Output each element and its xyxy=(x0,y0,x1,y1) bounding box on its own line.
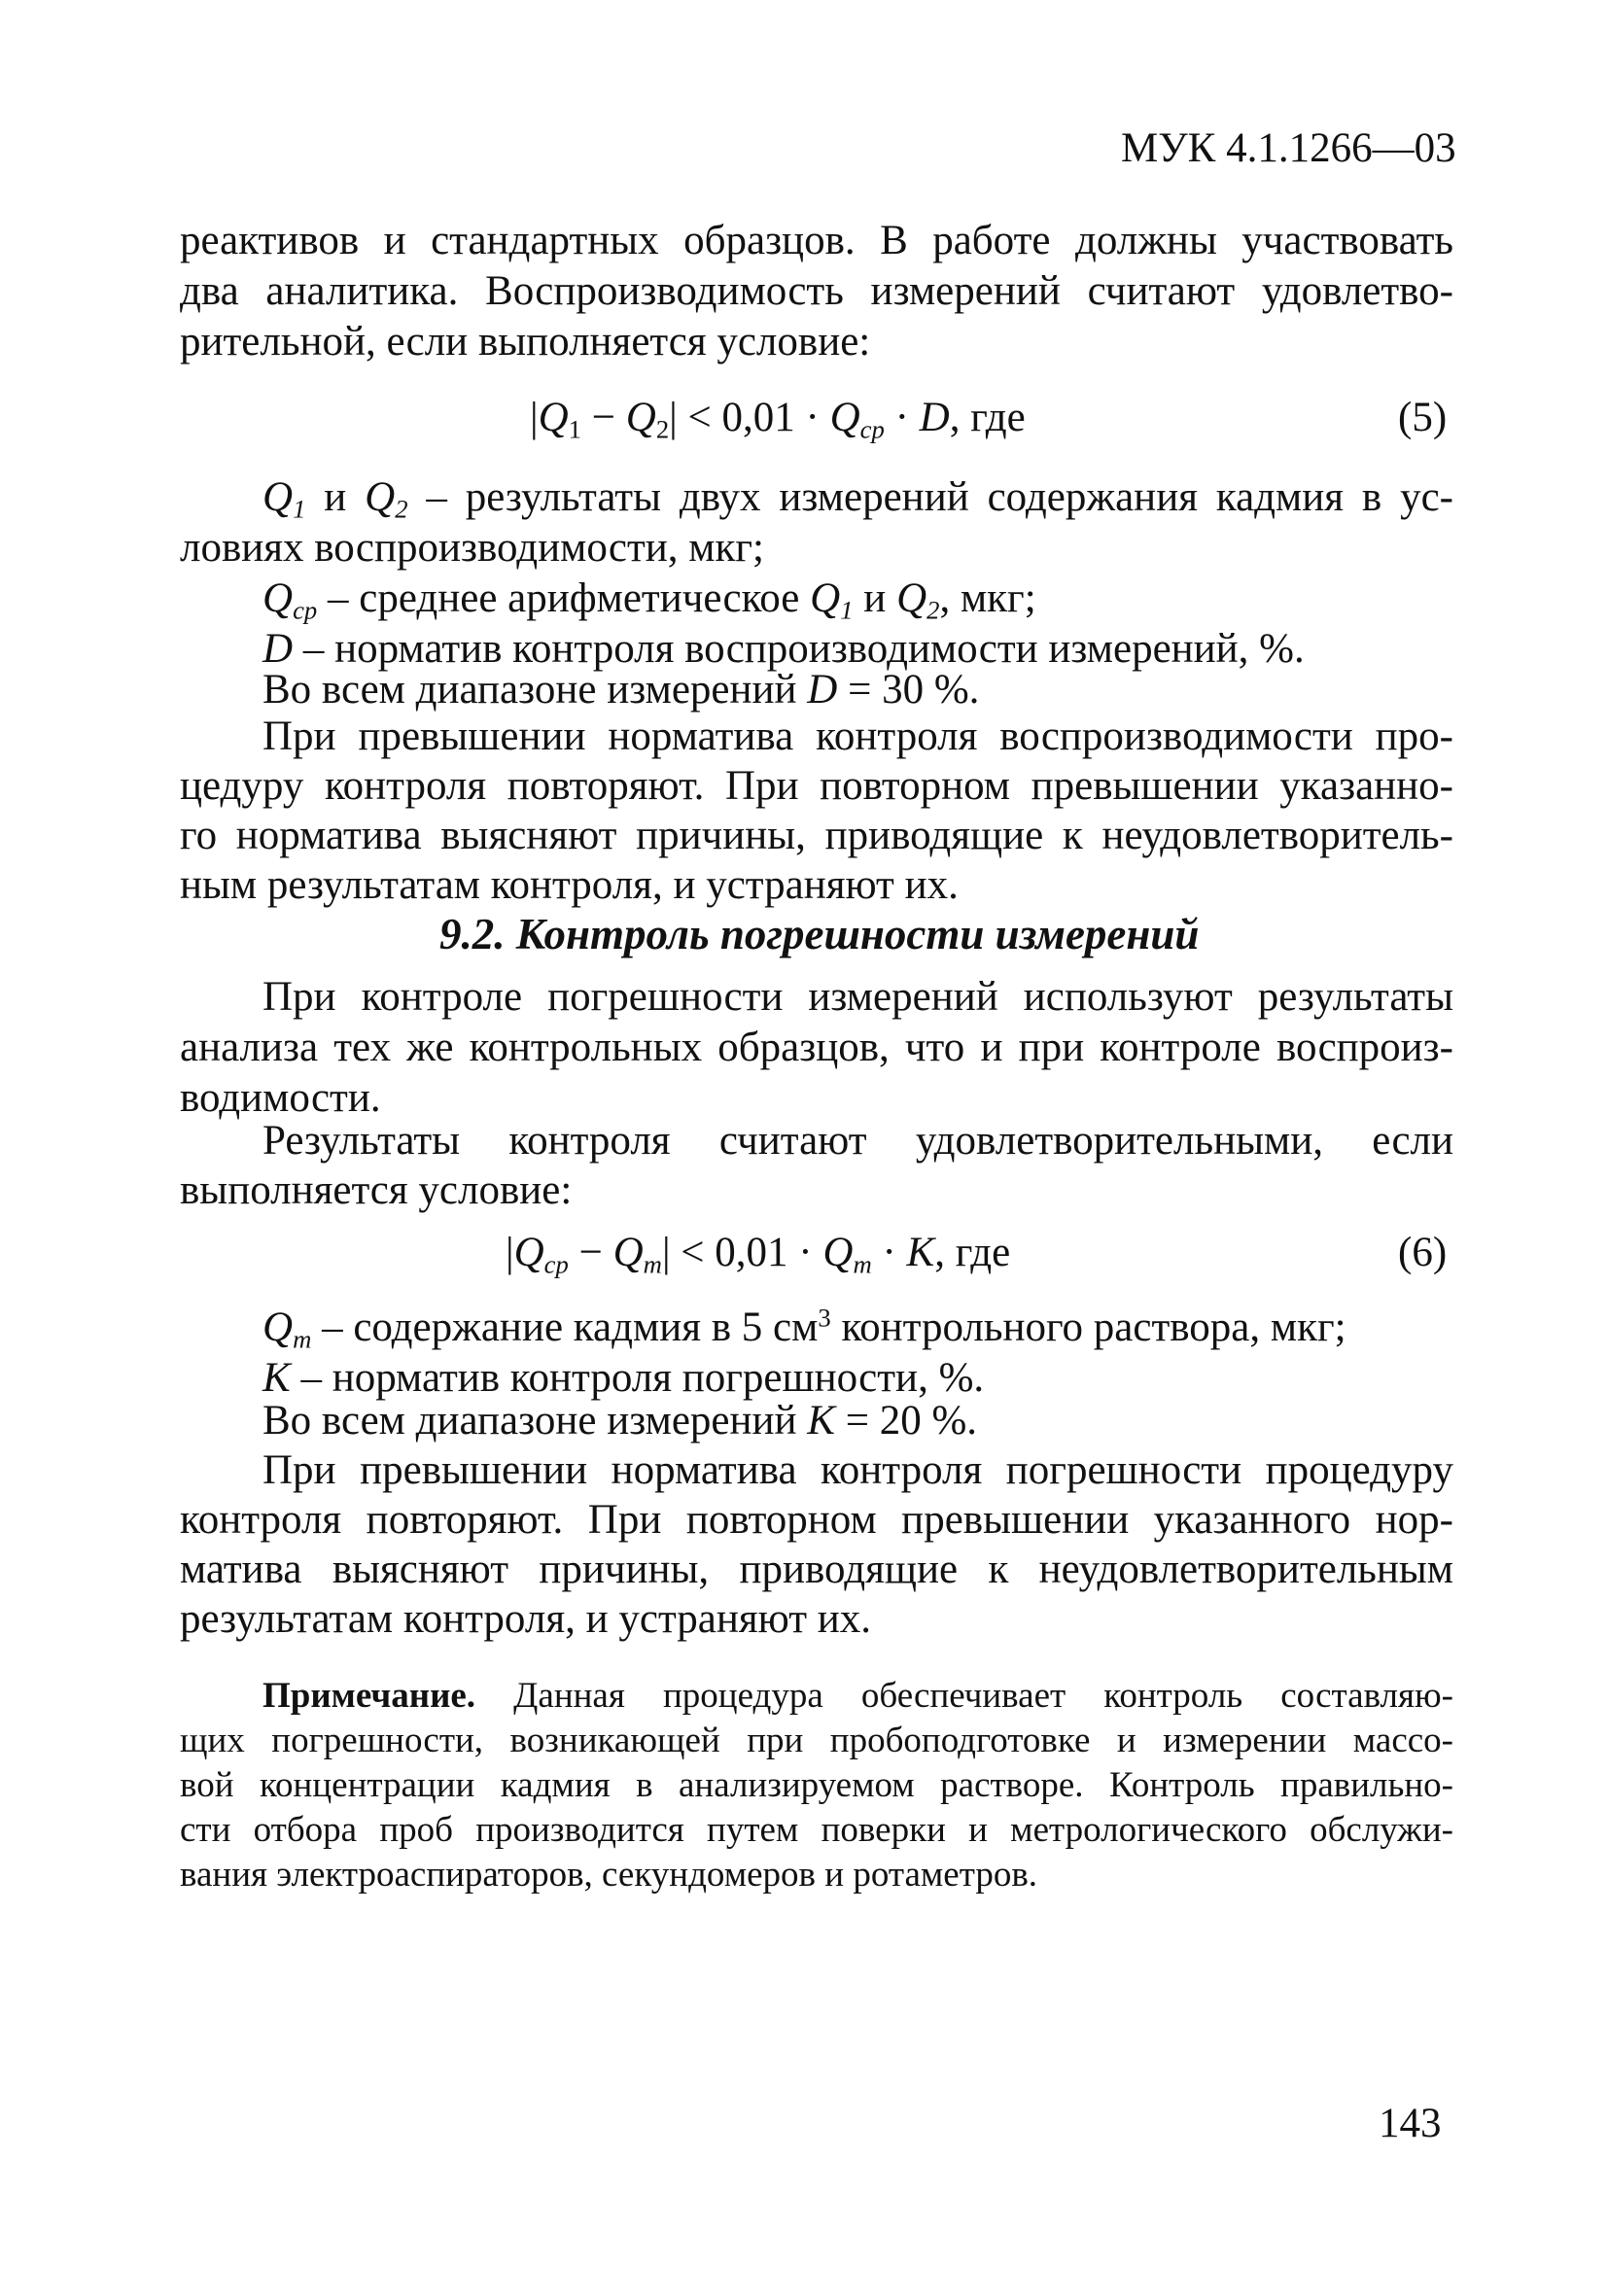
formula-subscript: 1 xyxy=(568,414,581,444)
subscript: 1 xyxy=(840,595,854,625)
definition-line xyxy=(262,1396,1536,1446)
symbol: K xyxy=(262,1355,291,1401)
text: – среднее арифметическое xyxy=(317,575,811,621)
formula-symbol: K xyxy=(906,1230,935,1275)
formula-subscript: cp xyxy=(543,1249,569,1279)
symbol: Q xyxy=(810,575,841,621)
paragraph-line: анализа тех же контрольных образцов, что и при контроле воспроиз- xyxy=(180,1025,1453,1070)
subscript: 1 xyxy=(293,494,306,524)
formula-operator: · xyxy=(884,395,920,440)
text: – результаты двух измерений содержания кадмия в ус- xyxy=(407,474,1453,520)
equation-number: (6) xyxy=(1398,1230,1448,1275)
note-label: Примечание. xyxy=(262,1676,476,1716)
formula-operator: − xyxy=(581,395,626,440)
paragraph-line: го норматива выясняют причины, приводящие к неудовлетворитель- xyxy=(180,813,1453,858)
formula-tail: , где xyxy=(949,395,1026,440)
equation-number: (5) xyxy=(1398,395,1448,440)
note-line: сти отбора проб производится путем поверки и метрологического обслужи- xyxy=(180,1810,1453,1850)
formula-subscript: m xyxy=(853,1249,872,1279)
formula-subscript: 2 xyxy=(655,414,670,444)
formula-symbol: Q xyxy=(538,395,569,440)
note-line: щих погрешности, возникающей при пробоподготовке и измерении массо- xyxy=(180,1721,1453,1760)
text: = 20 %. xyxy=(834,1398,978,1444)
formula-5 xyxy=(530,394,1026,444)
text: и xyxy=(305,474,366,520)
text: контрольного раствора, мкг; xyxy=(830,1305,1346,1350)
formula-operator: · xyxy=(871,1230,907,1275)
superscript: 3 xyxy=(818,1303,831,1333)
symbol: Q xyxy=(262,1305,294,1350)
section-heading: 9.2. Контроль погрешности измерений xyxy=(439,910,1200,958)
formula-symbol: Q xyxy=(822,1230,854,1275)
text: = 30 %. xyxy=(837,667,980,713)
formula-abs-bar: | xyxy=(530,395,539,440)
definition-line xyxy=(262,665,1536,715)
definition-line: ловиях воспроизводимости, мкг; xyxy=(180,525,764,571)
paragraph-line: Результаты контроля считают удовлетворительными, если xyxy=(262,1118,1453,1164)
formula-symbol: Q xyxy=(625,395,656,440)
paragraph-line: результатам контроля, и устраняют их. xyxy=(180,1596,871,1642)
text: Во всем диапазоне измерений xyxy=(262,667,808,713)
definition-line xyxy=(262,1303,1536,1353)
note-line xyxy=(262,1674,1453,1718)
subscript: cp xyxy=(293,595,318,625)
paragraph-line: контроля повторяют. При повторном превышении указанного нор- xyxy=(180,1497,1453,1543)
paragraph-line: ным результатам контроля, и устраняют их. xyxy=(180,862,959,908)
paragraph-line: При превышении норматива контроля воспроизводимости про- xyxy=(262,713,1453,759)
symbol: Q xyxy=(262,474,294,520)
formula-symbol: Q xyxy=(513,1230,544,1275)
formula-operator: | < 0,01 · xyxy=(661,1230,823,1275)
subscript: m xyxy=(293,1324,312,1354)
symbol: D xyxy=(262,626,294,672)
subscript: 2 xyxy=(926,595,940,625)
formula-subscript: cp xyxy=(859,414,885,444)
document-code-header: МУК 4.1.1266—03 xyxy=(1121,125,1456,171)
symbol: D xyxy=(807,667,838,713)
subscript: 2 xyxy=(395,494,408,524)
paragraph-line: рительной, если выполняется условие: xyxy=(180,319,871,365)
formula-tail: , где xyxy=(934,1230,1011,1275)
text: – норматив контроля погрешности, %. xyxy=(290,1355,985,1401)
paragraph-line: цедуру контроля повторяют. При повторном превышении указанно- xyxy=(180,763,1453,809)
paragraph-line: При превышении норматива контроля погрешности процедуру xyxy=(262,1447,1453,1493)
text: , мкг; xyxy=(939,575,1036,621)
formula-6 xyxy=(506,1229,1011,1279)
formula-symbol: Q xyxy=(612,1230,644,1275)
text: и xyxy=(853,575,897,621)
paragraph-line: реактивов и стандартных образцов. В работе должны участвовать xyxy=(180,218,1453,263)
paragraph-line: матива выясняют причины, приводящие к неудовлетворительным xyxy=(180,1547,1453,1592)
formula-symbol: Q xyxy=(829,395,860,440)
paragraph-line: При контроле погрешности измерений используют результаты xyxy=(262,974,1453,1020)
definition-line xyxy=(262,574,1536,624)
note-line: вой концентрации кадмия в анализируемом растворе. Контроль правильно- xyxy=(180,1765,1453,1805)
formula-abs-bar: | xyxy=(506,1230,514,1275)
symbol: Q xyxy=(896,575,927,621)
text: – норматив контроля воспроизводимости измерений, %. xyxy=(293,626,1305,672)
definition-line xyxy=(262,472,1453,523)
page-number: 143 xyxy=(1379,2101,1442,2146)
formula-operator: − xyxy=(568,1230,613,1275)
symbol: K xyxy=(807,1398,835,1444)
note-line: вания электроаспираторов, секундомеров и ротаметров. xyxy=(180,1855,1038,1895)
paragraph-line: выполняется условие: xyxy=(180,1167,573,1213)
formula-symbol: D xyxy=(919,395,950,440)
text: Во всем диапазоне измерений xyxy=(262,1398,808,1444)
note-text: Данная процедура обеспечивает контроль составляю- xyxy=(475,1676,1453,1716)
formula-operator: | < 0,01 · xyxy=(669,395,830,440)
text: – содержание кадмия в 5 см xyxy=(311,1305,819,1350)
paragraph-line: два аналитика. Воспроизводимость измерений считают удовлетво- xyxy=(180,268,1453,314)
formula-subscript: m xyxy=(643,1249,662,1279)
paragraph-line: водимости. xyxy=(180,1075,381,1121)
symbol: Q xyxy=(262,575,294,621)
symbol: Q xyxy=(365,474,396,520)
